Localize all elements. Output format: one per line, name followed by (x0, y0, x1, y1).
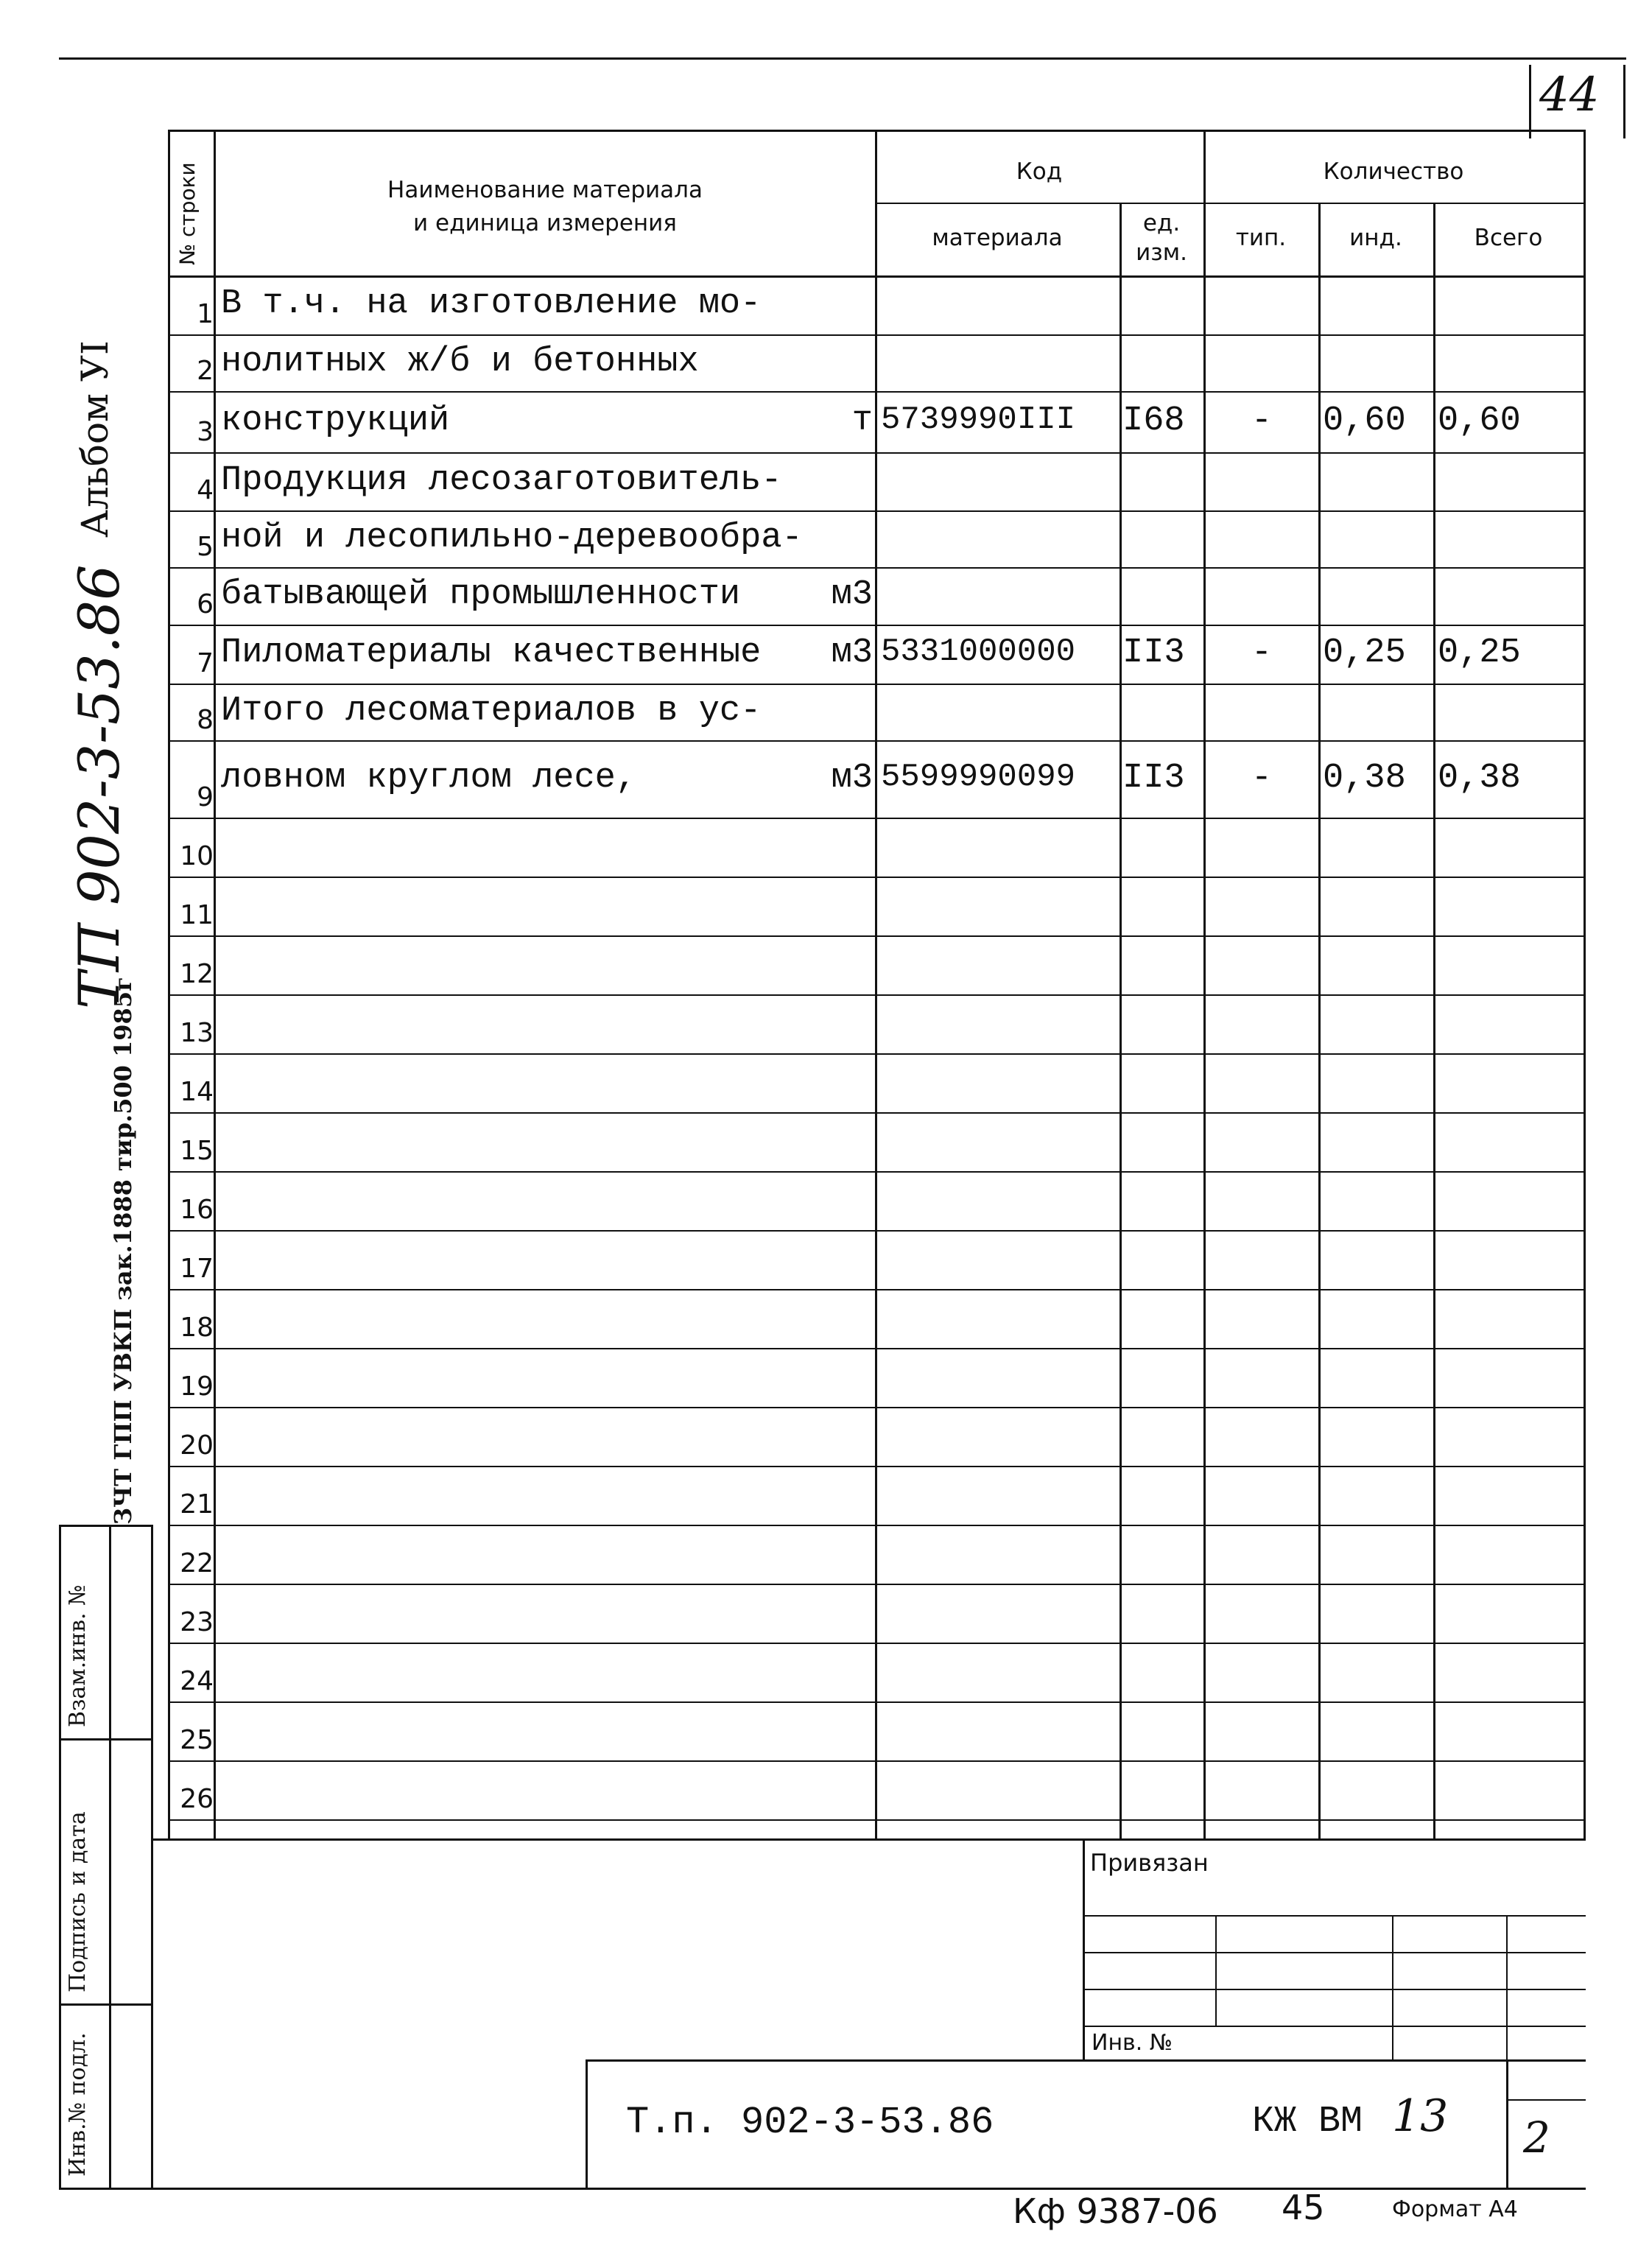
col-group-quantity: Количество (1323, 158, 1464, 185)
row-number: 8 (197, 705, 214, 735)
cell-ind: 0,60 (1323, 401, 1406, 440)
cell-typ: - (1251, 401, 1273, 440)
row-divider (168, 1819, 1586, 1821)
cell-unit: м3 (831, 759, 873, 798)
page-number: 45 (1282, 2188, 1325, 2227)
cell-ucode: I68 (1122, 401, 1185, 440)
cell-total: 0,25 (1438, 633, 1521, 672)
row-number: 5 (197, 532, 214, 562)
row-number: 11 (180, 900, 214, 930)
col-header-ind: инд. (1349, 225, 1402, 251)
order-number: Кф 9387-06 (1013, 2191, 1218, 2231)
row-divider (168, 1701, 1586, 1703)
row-divider (168, 1053, 1586, 1055)
bound-label: Привязан (1090, 1849, 1209, 1877)
row-divider (168, 1348, 1586, 1349)
row-divider (168, 1466, 1586, 1467)
cell-total: 0,60 (1438, 401, 1521, 440)
row-number: 26 (180, 1784, 214, 1814)
row-divider (168, 1584, 1586, 1585)
cell-unit: м3 (831, 575, 873, 614)
stamp-replacement-inv: Взам.инв. № (65, 1584, 91, 1727)
cell-name: ловном круглом лесе, (221, 759, 637, 798)
cell-name: нолитных ж/б и бетонных (221, 343, 699, 382)
cell-total: 0,38 (1438, 759, 1521, 798)
row-number: 22 (180, 1548, 214, 1578)
cell-name: Пиломатериалы качественные (221, 633, 762, 672)
row-number: 6 (197, 589, 214, 619)
paper-format: Формат А4 (1392, 2196, 1518, 2222)
row-divider (168, 740, 1586, 742)
col-header-unit-1: ед. (1142, 210, 1181, 236)
stamp-original-inv: Инв.№ подл. (65, 2032, 91, 2177)
inv-label: Инв. № (1092, 2030, 1173, 2056)
row-divider (168, 1289, 1586, 1290)
col-header-unit-2: изм. (1136, 239, 1187, 266)
row-number: 25 (180, 1725, 214, 1755)
row-divider (168, 684, 1586, 685)
row-number: 18 (180, 1313, 214, 1343)
col-header-name-2: и единица измерения (413, 210, 677, 236)
row-divider (168, 391, 1586, 393)
row-number: 16 (180, 1195, 214, 1225)
row-divider (168, 1643, 1586, 1644)
col-header-row-number: № строки (175, 162, 200, 265)
col-header-total: Всего (1474, 225, 1543, 251)
col-header-material: материала (932, 225, 1063, 251)
row-divider (168, 1171, 1586, 1173)
stamp-signature-date: Подпись и дата (65, 1811, 91, 1992)
row-divider (168, 452, 1586, 454)
cell-name: батывающей промышленности (221, 575, 741, 614)
row-divider (168, 334, 1586, 336)
row-number: 13 (180, 1018, 214, 1048)
cell-typ: - (1251, 633, 1273, 672)
row-divider (168, 1760, 1586, 1762)
document-mark: КЖ ВМ (1252, 2101, 1363, 2143)
row-divider (168, 935, 1586, 937)
row-divider (168, 1230, 1586, 1232)
row-number: 10 (180, 841, 214, 871)
cell-code: 5599990099 (881, 759, 1076, 795)
cell-code: 5331000000 (881, 633, 1076, 670)
cell-name: ной и лесопильно-деревообра- (221, 519, 803, 558)
cell-unit: т (851, 401, 873, 440)
sheet-in-set: 2 (1523, 2112, 1550, 2163)
sheet-number: 44 (1539, 68, 1600, 122)
row-number: 9 (197, 782, 214, 812)
col-group-code: Код (1016, 158, 1063, 185)
cell-name: конструкций (221, 401, 450, 440)
row-number: 12 (180, 959, 214, 989)
row-number: 19 (180, 1371, 214, 1402)
cell-name: В т.ч. на изготовление мо- (221, 284, 762, 323)
row-divider (168, 510, 1586, 512)
cell-ind: 0,38 (1323, 759, 1406, 798)
row-divider (168, 1407, 1586, 1408)
row-number: 4 (197, 475, 214, 505)
row-number: 15 (180, 1136, 214, 1166)
row-number: 23 (180, 1607, 214, 1637)
row-divider (168, 625, 1586, 626)
row-number: 17 (180, 1254, 214, 1284)
document-code: Т.п. 902-3-53.86 (626, 2101, 994, 2144)
cell-typ: - (1251, 759, 1273, 798)
document-mark-number: 13 (1392, 2090, 1449, 2142)
project-number-handwritten: ТП 902-3-53.86 (66, 564, 132, 1009)
print-info: ЗЧТ ГПП УВКП зак.1888 тир.500 1985г (109, 977, 137, 1525)
cell-name: Продукция лесозаготовитель- (221, 461, 782, 500)
row-divider (168, 877, 1586, 878)
col-header-name-1: Наименование материала (387, 177, 703, 203)
row-divider (168, 567, 1586, 569)
row-number: 1 (197, 299, 214, 329)
row-divider (168, 1112, 1586, 1114)
row-divider (168, 994, 1586, 996)
cell-ucode: II3 (1122, 759, 1185, 798)
cell-unit: м3 (831, 633, 873, 672)
row-divider (168, 1525, 1586, 1526)
row-number: 7 (197, 648, 214, 678)
row-number: 3 (197, 417, 214, 447)
cell-ind: 0,25 (1323, 633, 1406, 672)
cell-ucode: II3 (1122, 633, 1185, 672)
row-divider (168, 818, 1586, 819)
col-header-typ: тип. (1235, 225, 1287, 251)
row-number: 21 (180, 1489, 214, 1520)
row-number: 20 (180, 1430, 214, 1461)
album-label: Альбом УI (74, 340, 116, 538)
row-number: 24 (180, 1666, 214, 1696)
cell-code: 5739990III (881, 401, 1076, 438)
row-number: 14 (180, 1077, 214, 1107)
cell-name: Итого лесоматериалов в ус- (221, 692, 762, 731)
row-number: 2 (197, 356, 214, 386)
